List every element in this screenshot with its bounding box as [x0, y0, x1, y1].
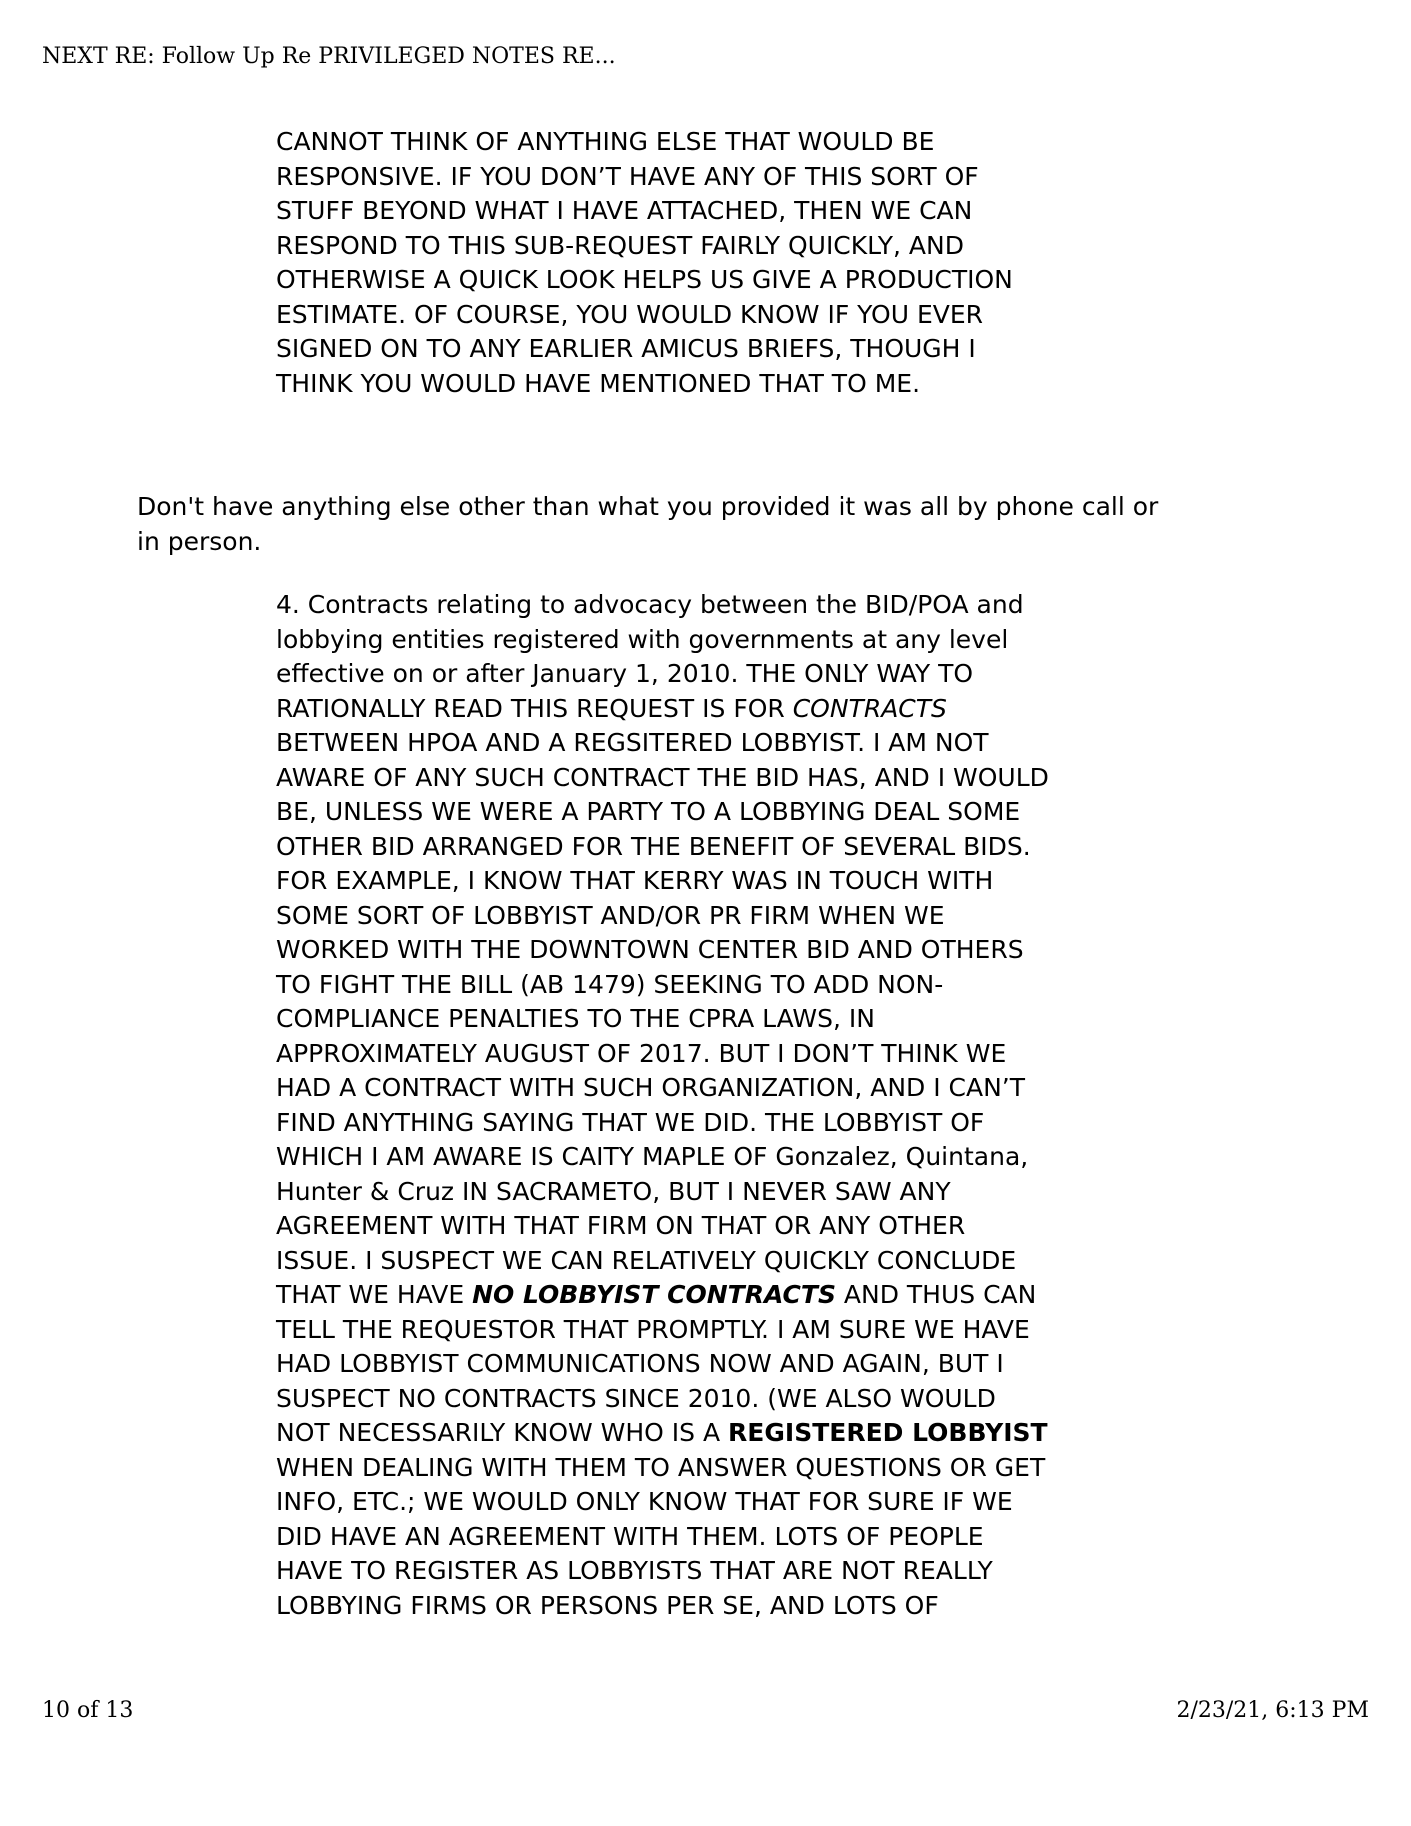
text-line: FOR EXAMPLE, I KNOW THAT KERRY WAS IN TOUCH WITH	[276, 866, 994, 895]
text-line: DID HAVE AN AGREEMENT WITH THEM. LOTS OF PEOPLE	[276, 1521, 984, 1551]
text-line: TO FIGHT THE BILL (AB 1479) SEEKING TO ADD NON-	[276, 969, 944, 999]
bold-italic-emphasis: NO LOBBYIST CONTRACTS	[472, 1280, 836, 1309]
quoted-text-block-1	[276, 125, 1176, 401]
text-line: COMPLIANCE PENALTIES TO THE CPRA LAWS, IN	[276, 1004, 875, 1033]
text-line: RESPOND TO THIS SUB-REQUEST FAIRLY QUICKLY, AND	[276, 230, 964, 260]
text-line: BETWEEN HPOA AND A REGSITERED LOBBYIST. I AM NOT	[276, 728, 989, 757]
text-line: APPROXIMATELY AUGUST OF 2017. BUT I DON’T THINK WE	[276, 1038, 1007, 1068]
text-line: WORKED WITH THE DOWNTOWN CENTER BID AND OTHERS	[276, 935, 1024, 964]
text-line	[276, 1416, 1176, 1451]
print-timestamp: 2/23/21, 6:13 PM	[1176, 1698, 1369, 1723]
text-line: SUSPECT NO CONTRACTS SINCE 2010. (WE ALSO WOULD	[276, 1383, 996, 1413]
text-line: RESPONSIVE. IF YOU DON’T HAVE ANY OF THIS SORT OF	[276, 161, 979, 191]
text-line: ESTIMATE. OF COURSE, YOU WOULD KNOW IF YOU EVER	[276, 299, 984, 329]
text-line: effective on or after January 1, 2010. THE ONLY WAY TO	[276, 659, 974, 688]
text-line	[276, 1278, 1176, 1313]
text-line: AWARE OF ANY SUCH CONTRACT THE BID HAS, AND I WOULD	[276, 762, 1049, 792]
text-line: Hunter & Cruz IN SACRAMETO, BUT I NEVER SAW ANY	[276, 1176, 951, 1206]
bold-emphasis: REGISTERED LOBBYIST	[728, 1418, 1048, 1447]
text-line: HAD LOBBYIST COMMUNICATIONS NOW AND AGAIN, BUT I	[276, 1349, 1004, 1378]
text-line: LOBBYING FIRMS OR PERSONS PER SE, AND LOTS OF	[276, 1590, 939, 1620]
text-line	[276, 692, 1176, 727]
italic-emphasis: CONTRACTS	[792, 693, 947, 723]
quoted-text-block-2	[276, 588, 1176, 1623]
reply-paragraph	[137, 490, 1337, 559]
text-segment: THAT WE HAVE	[276, 1280, 473, 1309]
text-line: OTHER BID ARRANGED FOR THE BENEFIT OF SEVERAL BIDS.	[276, 831, 1031, 861]
text-line: THINK YOU WOULD HAVE MENTIONED THAT TO ME.	[276, 368, 921, 398]
text-line: lobbying entities registered with governments at any level	[276, 624, 1009, 654]
text-line: BE, UNLESS WE WERE A PARTY TO A LOBBYING DEAL SOME	[276, 797, 1021, 826]
text-line: INFO, ETC.; WE WOULD ONLY KNOW THAT FOR SURE IF WE	[276, 1487, 1013, 1516]
text-line: WHICH I AM AWARE IS CAITY MAPLE OF Gonzalez, Quintana,	[276, 1142, 1029, 1171]
text-segment: NOT NECESSARILY KNOW WHO IS A	[276, 1418, 729, 1447]
text-line: Don't have anything else other than what you provided it was all by phone call or	[137, 492, 1159, 521]
text-line: OTHERWISE A QUICK LOOK HELPS US GIVE A PRODUCTION	[276, 265, 1013, 294]
text-line: CANNOT THINK OF ANYTHING ELSE THAT WOULD BE	[276, 127, 935, 156]
text-segment: RATIONALLY READ THIS REQUEST IS FOR	[276, 693, 793, 723]
text-line: STUFF BEYOND WHAT I HAVE ATTACHED, THEN WE CAN	[276, 196, 973, 225]
text-line: HAD A CONTRACT WITH SUCH ORGANIZATION, AND I CAN’T	[276, 1073, 1026, 1102]
text-line: ISSUE. I SUSPECT WE CAN RELATIVELY QUICKLY CONCLUDE	[276, 1245, 1017, 1275]
text-segment: AND THUS CAN	[835, 1280, 1037, 1309]
text-line: WHEN DEALING WITH THEM TO ANSWER QUESTIONS OR GET	[276, 1452, 1046, 1482]
text-line: SIGNED ON TO ANY EARLIER AMICUS BRIEFS, THOUGH I	[276, 334, 976, 363]
text-line: 4. Contracts relating to advocacy between the BID/POA and	[276, 590, 1024, 619]
text-line: SOME SORT OF LOBBYIST AND/OR PR FIRM WHEN WE	[276, 900, 945, 930]
text-line: TELL THE REQUESTOR THAT PROMPTLY. I AM SURE WE HAVE	[276, 1314, 1030, 1344]
text-line: in person.	[137, 526, 262, 556]
text-line: FIND ANYTHING SAYING THAT WE DID. THE LOBBYIST OF	[276, 1107, 985, 1137]
text-line: HAVE TO REGISTER AS LOBBYISTS THAT ARE NOT REALLY	[276, 1556, 993, 1585]
text-line: AGREEMENT WITH THAT FIRM ON THAT OR ANY OTHER	[276, 1211, 966, 1240]
page-number: 10 of 13	[42, 1698, 134, 1723]
page-header-title: NEXT RE: Follow Up Re PRIVILEGED NOTES RE...	[42, 44, 616, 69]
